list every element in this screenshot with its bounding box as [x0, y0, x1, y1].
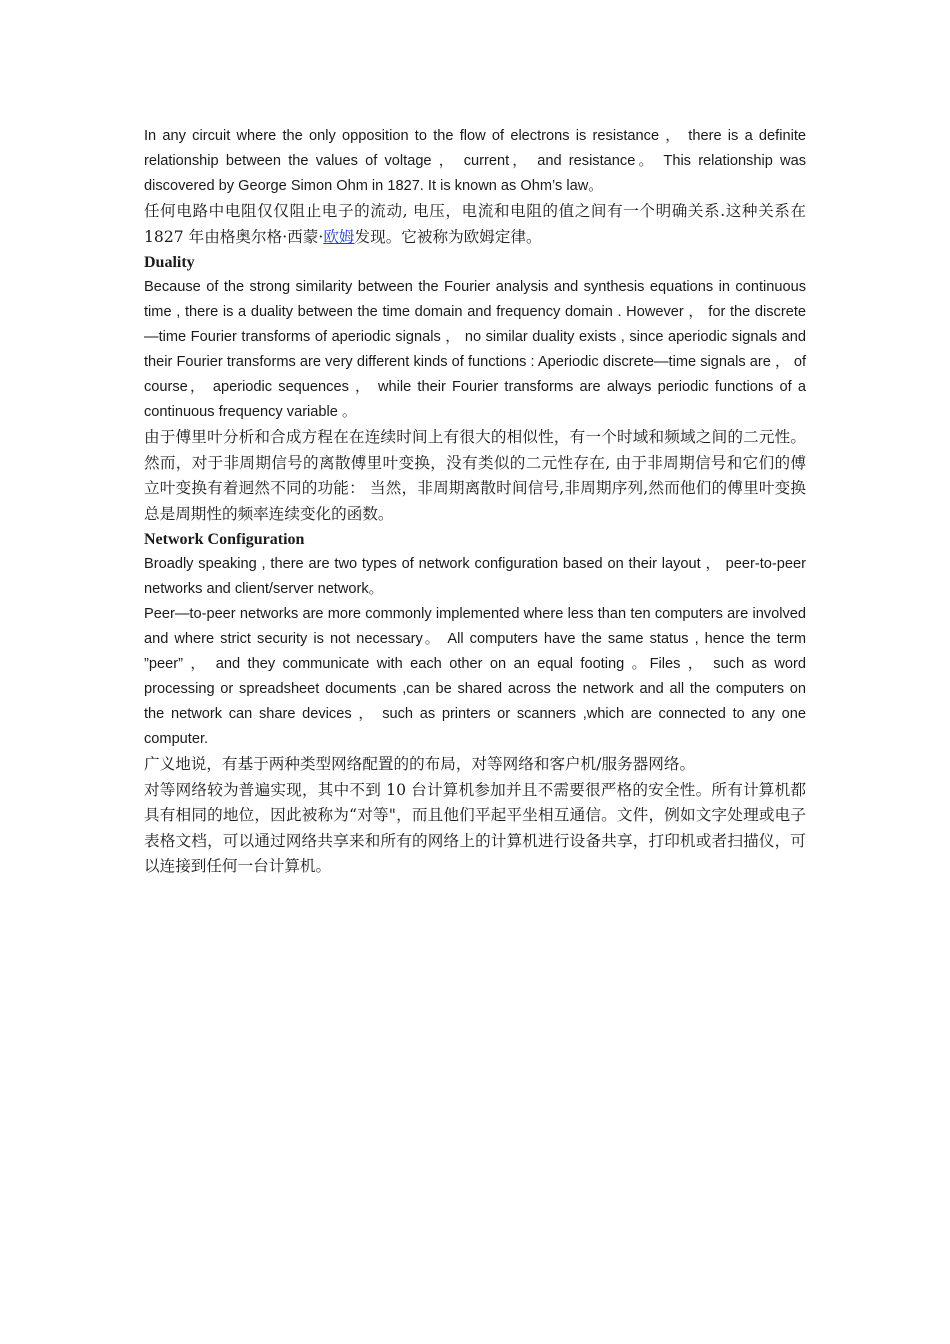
duality-paragraph-zh: 由于傅里叶分析和合成方程在在连续时间上有很大的相似性，有一个时域和频域之间的二元性。然而，对于非周期信号的离散傅里叶变换，没有类似的二元性存在, 由于非周期信号和它们的傅立叶变换有着迥然不同的功能： 当然，非周期离散时间信号,非周期序列,然而他们的傅里叶变换总是周期性的频率连续变化的函数。: [144, 428, 806, 523]
network-paragraph-en-1: Broadly speaking , there are two types of network configuration based on their layout ， peer-to-peer networks and client/server network。: [144, 556, 806, 597]
ohm-zh-text-before-link: 任何电路中电阻仅仅阻止电子的流动, 电压，电流和电阻的值之间有一个明确关系.这种关系在 1827 年由格奥尔格·西蒙·: [144, 202, 806, 246]
ohm-paragraph-zh: [144, 199, 806, 250]
duality-heading: Duality: [144, 254, 195, 271]
network-paragraph-zh-2: 对等网络较为普遍实现，其中不到 10 台计算机参加并且不需要很严格的安全性。所有计算机都具有相同的地位，因此被称为“对等"，而且他们平起平坐相互通信。文件，例如文字处理或电子表格文档，可以通过网络共享来和所有的网络上的计算机进行设备共享，打印机或者扫描仪，可以连接到任何一台计算机。: [144, 780, 806, 875]
network-heading: Network Configuration: [144, 531, 305, 548]
ohm-paragraph-en: In any circuit where the only opposition to the flow of electrons is resistance ， there is a definite relationship between the values of voltage ， current， and resistance。 This relationship was discovered by George Simon Ohm in 1827. It is known as Ohm’s law。: [144, 128, 806, 194]
ohm-zh-text-after-link: 发现。它被称为欧姆定律。: [354, 227, 542, 246]
network-paragraph-zh-1: 广义地说，有基于两种类型网络配置的的布局，对等网络和客户机/服务器网络。: [144, 755, 696, 773]
duality-paragraph-en: Because of the strong similarity between the Fourier analysis and synthesis equations in continuous time , there is a duality between the time domain and frequency domain . However ， for the discrete—time Fourier transforms of aperiodic signals ， no similar duality exists , since aperiodic signals and their Fourier transforms are very different kinds of functions : Aperiodic discrete—time signals are ， of course， aperiodic sequences ， while their Fourier transforms are always periodic functions of a continuous frequency variable 。: [144, 279, 806, 420]
network-paragraph-en-2: Peer—to-peer networks are more commonly implemented where less than ten computers are involved and where strict security is not necessary。 All computers have the same status , hence the term ”peer” ， and they communicate with each other on an equal footing 。Files ， such as word processing or spreadsheet documents ,can be shared across the network and all the computers on the network can share devices ， such as printers or scanners ,which are connected to any one computer.: [144, 606, 806, 747]
ohm-link[interactable]: 欧姆: [323, 227, 355, 246]
document-body: [144, 124, 806, 880]
